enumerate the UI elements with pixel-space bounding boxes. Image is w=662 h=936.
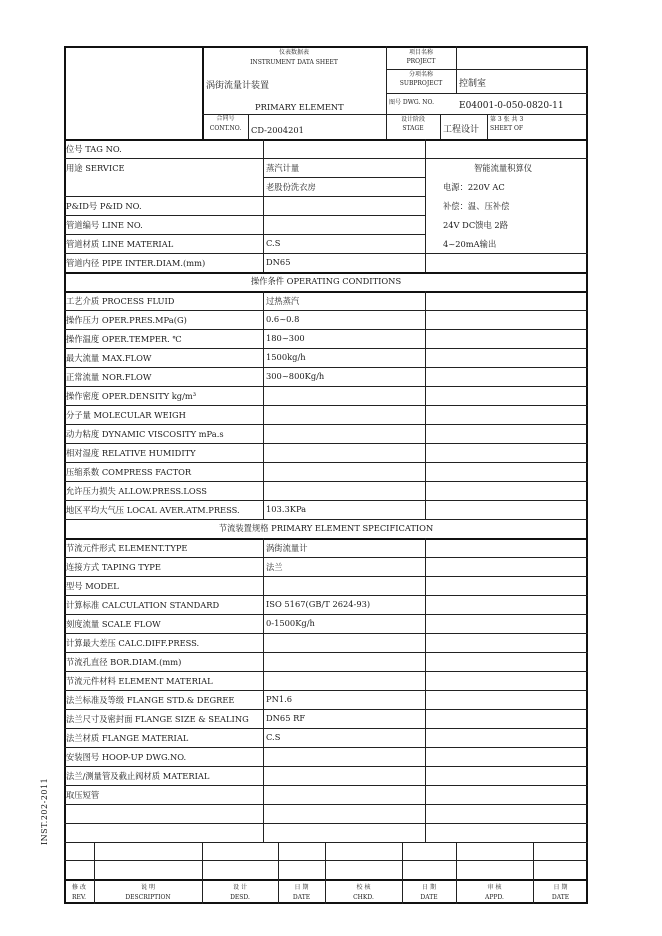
field-label: 刻度流量 SCALE FLOW (66, 619, 161, 629)
field-label: 工艺介质 PROCESS FLUID (66, 296, 175, 306)
cell-divider (425, 614, 426, 633)
field-label: 节流元件形式 ELEMENT.TYPE (66, 543, 188, 553)
cell-divider (425, 538, 426, 557)
cell-divider (263, 785, 264, 804)
field-label: 相对湿度 RELATIVE HUMIDITY (66, 448, 196, 458)
row-line (64, 728, 588, 729)
cell-divider (425, 557, 426, 576)
cell-divider (263, 576, 264, 595)
cell-divider (263, 234, 264, 253)
field-label: 操作压力 OPER.PRES.MPa(G) (66, 315, 187, 325)
field-label: 节流孔直径 BOR.DIAM.(mm) (66, 657, 182, 667)
cell-divider (425, 310, 426, 329)
row-line (64, 519, 588, 520)
field-value: 300~800Kg/h (266, 371, 325, 381)
section-title: 节流装置规格 PRIMARY ELEMENT SPECIFICATION (218, 523, 434, 533)
field-value: 老股份洗衣房 (266, 182, 316, 192)
field-label: 取压短管 (66, 790, 100, 800)
field-label: 动力粘度 DYNAMIC VISCOSITY mPa.s (66, 429, 224, 439)
row-line (64, 462, 588, 463)
cell-divider (425, 177, 426, 196)
footer-heading-cn: 修 改 (72, 884, 86, 891)
cell-divider (425, 766, 426, 785)
primary-element-label: PRIMARY ELEMENT (255, 102, 344, 112)
cell-divider (425, 481, 426, 500)
contract-label-en: CONT.NO. (209, 125, 242, 132)
field-label: 安装图号 HOOP-UP DWG.NO. (66, 752, 187, 762)
field-label: 分子量 MOLECULAR WEIGH (66, 410, 186, 420)
field-label: 计算最大差压 CALC.DIFF.PRESS. (66, 638, 200, 648)
footer-heading-en: CHKD. (353, 894, 374, 901)
cell-divider (263, 595, 264, 614)
footer-heading-en: DATE (292, 894, 311, 901)
row-line (64, 272, 588, 274)
row-line (64, 823, 588, 824)
field-value: 103.3KPa (266, 504, 307, 514)
footer-line (64, 879, 588, 881)
device-name: 涡街流量计装置 (206, 81, 270, 91)
field-label: 法兰标准及等级 FLANGE STD.& DEGREE (66, 695, 235, 705)
cell-divider (425, 785, 426, 804)
field-value: ISO 5167(GB/T 2624-93) (266, 599, 371, 609)
cell-divider (263, 500, 264, 519)
cell-divider (425, 595, 426, 614)
section-title: 操作条件 OPERATING CONDITIONS (250, 276, 402, 286)
field-label: 位号 TAG NO. (66, 144, 122, 154)
cell-divider (425, 158, 426, 177)
cell-divider (263, 443, 264, 462)
cell-divider (425, 804, 426, 823)
sheet-number-cn: 第 3 张 共 3 (490, 116, 524, 123)
subproject-value: 控制室 (459, 79, 487, 89)
cell-divider (263, 804, 264, 823)
field-label: 操作密度 OPER.DENSITY kg/m³ (66, 391, 197, 401)
header-divider (487, 114, 488, 139)
cell-divider (425, 576, 426, 595)
subproject-label-en: SUBPROJECT (399, 80, 443, 87)
row-line (64, 424, 588, 425)
row-line (263, 177, 425, 178)
cell-divider (425, 709, 426, 728)
contract-label-cn: 合同号 (216, 115, 235, 122)
field-value: DN65 RF (266, 713, 306, 723)
cell-divider (425, 500, 426, 519)
form-code: INST.202-2011 (40, 777, 49, 845)
field-label: P&ID号 P&ID NO. (66, 201, 142, 211)
cell-divider (263, 329, 264, 348)
footer-line (64, 842, 588, 843)
row-line (64, 747, 588, 748)
cell-divider (263, 424, 264, 443)
cell-divider (425, 728, 426, 747)
cell-divider (425, 652, 426, 671)
footer-heading-en: DESCRIPTION (125, 894, 171, 901)
row-line (64, 633, 588, 634)
cell-divider (425, 215, 426, 234)
field-label: 型号 MODEL (66, 581, 119, 591)
field-label: 正常流量 NOR.FLOW (66, 372, 152, 382)
cell-divider (263, 690, 264, 709)
cell-divider (263, 386, 264, 405)
row-line (64, 538, 588, 540)
field-label: 节流元件材料 ELEMENT MATERIAL (66, 676, 213, 686)
field-label: 允许压力损失 ALLOW.PRESS.LOSS (66, 486, 207, 496)
row-line (64, 386, 588, 387)
field-extra: 智能流量积算仪 (474, 163, 533, 173)
row-line (64, 766, 588, 767)
cell-divider (425, 196, 426, 215)
subproject-label-cn: 分项名称 (408, 71, 433, 78)
cell-divider (263, 348, 264, 367)
field-value: 涡街流量计 (266, 543, 308, 553)
field-value: DN65 (266, 257, 291, 267)
row-line (64, 405, 588, 406)
dwg-label: 图号 DWG. NO. (389, 99, 435, 106)
cell-divider (425, 633, 426, 652)
footer-heading-en: APPD. (485, 894, 504, 901)
cell-divider (425, 329, 426, 348)
field-value: 0-1500Kg/h (266, 618, 315, 628)
field-value: 蒸汽计量 (266, 163, 300, 173)
footer-heading-cn: 日 期 (422, 884, 436, 891)
project-label-en: PROJECT (406, 58, 436, 65)
row-line (64, 671, 588, 672)
row-line (64, 557, 588, 558)
field-value: C.S (266, 732, 281, 742)
cell-divider (425, 747, 426, 766)
row-line (64, 804, 588, 805)
cell-divider (263, 310, 264, 329)
stage-label-en: STAGE (402, 125, 424, 132)
row-line (64, 158, 588, 159)
cell-divider (425, 462, 426, 481)
cell-divider (263, 709, 264, 728)
cell-divider (263, 633, 264, 652)
cell-divider (425, 690, 426, 709)
contract-no: CD-2004201 (251, 125, 304, 135)
row-line (64, 291, 588, 293)
cell-divider (263, 614, 264, 633)
cell-divider (425, 253, 426, 272)
stage-label-cn: 设计阶段 (400, 116, 425, 123)
field-label: 管道内径 PIPE INTER.DIAM.(mm) (66, 258, 206, 268)
header-bottom-line (64, 139, 588, 141)
row-line (64, 709, 588, 710)
field-extra: 24V DC馈电 2路 (443, 220, 508, 230)
cell-divider (263, 253, 264, 272)
cell-divider (263, 538, 264, 557)
cell-divider (425, 424, 426, 443)
row-line (64, 690, 588, 691)
cell-divider (425, 823, 426, 842)
field-label: 最大流量 MAX.FLOW (66, 353, 152, 363)
footer-heading-cn: 日 期 (553, 884, 568, 891)
row-line (64, 348, 588, 349)
row-line (64, 253, 588, 254)
cell-divider (425, 443, 426, 462)
field-extra: 4~20mA输出 (443, 239, 497, 249)
cell-divider (263, 671, 264, 690)
stage-value: 工程设计 (443, 125, 480, 135)
footer-heading-cn: 说 明 (141, 884, 155, 891)
field-label: 法兰/测量管及截止阀材质 MATERIAL (66, 771, 210, 781)
header-line (386, 69, 588, 70)
cell-divider (263, 158, 264, 177)
row-line (64, 785, 588, 786)
header-line (386, 93, 588, 94)
footer-heading-en: DATE (420, 894, 438, 901)
field-label: 法兰尺寸及密封面 FLANGE SIZE & SEALING (66, 714, 249, 724)
row-line (64, 652, 588, 653)
cell-divider (425, 386, 426, 405)
cell-divider (425, 291, 426, 310)
footer-heading-cn: 校 核 (356, 884, 371, 891)
footer-heading-cn: 审 核 (487, 884, 502, 891)
cell-divider (263, 823, 264, 842)
field-label: 计算标准 CALCULATION STANDARD (66, 600, 220, 610)
cell-divider (263, 177, 264, 196)
field-label: 管道材质 LINE MATERIAL (66, 239, 174, 249)
field-value: 过热蒸汽 (266, 296, 300, 306)
row-line (64, 196, 425, 197)
footer-heading-en: DATE (551, 894, 570, 901)
cell-divider (263, 405, 264, 424)
row-line (64, 576, 588, 577)
cell-divider (263, 747, 264, 766)
cell-divider (263, 652, 264, 671)
field-value: 法兰 (266, 562, 283, 572)
row-line (64, 234, 425, 235)
field-label: 压缩系数 COMPRESS FACTOR (66, 467, 192, 477)
cell-divider (425, 671, 426, 690)
cell-divider (263, 481, 264, 500)
cell-divider (263, 215, 264, 234)
project-label-cn: 项目名称 (408, 49, 433, 56)
row-line (64, 481, 588, 482)
field-value: 0.6~0.8 (266, 314, 300, 324)
footer-heading-cn: 设 计 (233, 884, 247, 891)
cell-divider (425, 405, 426, 424)
field-label: 用途 SERVICE (66, 163, 125, 173)
field-value: 1500kg/h (266, 352, 306, 362)
footer-heading-en: REV. (71, 894, 87, 901)
header-divider (440, 114, 441, 139)
footer-heading-en: DESD. (230, 894, 250, 901)
cell-divider (263, 462, 264, 481)
cell-divider (263, 291, 264, 310)
cell-divider (263, 367, 264, 386)
row-line (64, 310, 588, 311)
field-value: C.S (266, 238, 281, 248)
cell-divider (263, 766, 264, 785)
cell-divider (263, 196, 264, 215)
field-extra: 电源：220V AC (443, 182, 505, 192)
field-extra: 补偿：温、压补偿 (443, 201, 510, 211)
dwg-no: E04001-0-050-0820-11 (459, 101, 564, 111)
row-line (64, 443, 588, 444)
header-divider (248, 114, 249, 139)
cell-divider (425, 348, 426, 367)
row-line (64, 500, 588, 501)
row-line (64, 595, 588, 596)
field-label: 地区平均大气压 LOCAL AVER.ATM.PRESS. (66, 505, 240, 515)
row-line (64, 614, 588, 615)
field-label: 管道编号 LINE NO. (66, 220, 143, 230)
footer-line (64, 860, 588, 861)
cell-divider (263, 139, 264, 158)
row-line (64, 367, 588, 368)
field-label: 连接方式 TAPING TYPE (66, 562, 161, 572)
sheet-number-en: SHEET OF (490, 125, 524, 132)
field-label: 法兰材质 FLANGE MATERIAL (66, 733, 189, 743)
row-line (64, 215, 425, 216)
field-value: 180~300 (266, 333, 305, 343)
sheet-title-en: INSTRUMENT DATA SHEET (250, 59, 338, 66)
field-value: PN1.6 (266, 694, 293, 704)
cell-divider (263, 557, 264, 576)
cell-divider (263, 728, 264, 747)
sheet-title-cn: 仪表数据表 (278, 49, 309, 56)
cell-divider (425, 234, 426, 253)
field-label: 操作温度 OPER.TEMPER. ℃ (66, 334, 182, 344)
row-line (64, 329, 588, 330)
cell-divider (425, 139, 426, 158)
cell-divider (425, 367, 426, 386)
header-line (202, 114, 588, 115)
footer-heading-cn: 日 期 (294, 884, 309, 891)
